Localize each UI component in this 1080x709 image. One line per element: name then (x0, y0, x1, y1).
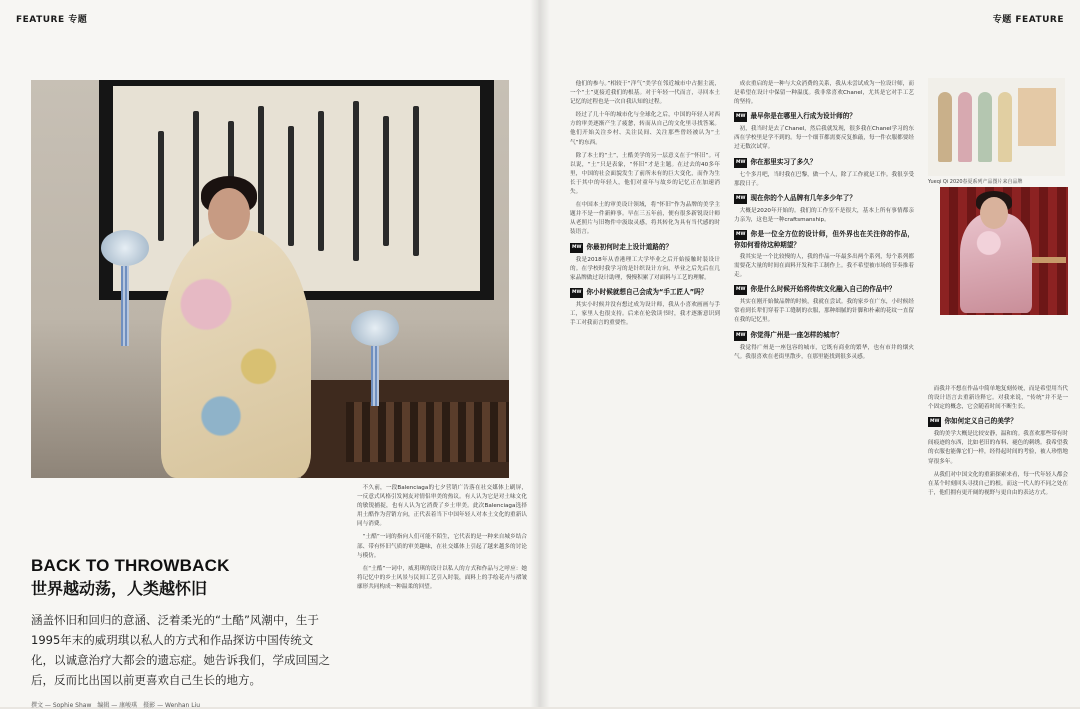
text-column-4 (928, 385, 1068, 702)
interview-answer: 其实在刚开始做品牌的时候，我就在尝试。我的家乡在广东，小时候经常看到长辈们穿着手工缝制的衣服，那种细腻的针脚和朴素的花纹一直留在我的记忆里。 (734, 299, 914, 324)
model-head (208, 188, 250, 240)
text-column-2 (570, 80, 720, 702)
portrait-photo (940, 187, 1068, 315)
modern-weekly-tag-icon: MW (734, 112, 747, 122)
paragraph: 而我并不想在作品中简单地复刻传统，而是希望用当代的设计语言去重新诠释它。对我来说，“传统”并不是一个固定的概念，它会随着时间不断生长。 (928, 386, 1068, 411)
lede-paragraph: 涵盖怀旧和回归的意涵、泛着柔光的“土酷”风潮中，生于1995年末的威玥琪以私人的方式和作品探访中国传统文化，以诚意治疗大都会的遗忘症。她告诉我们，学成回国之后，反而比出国以前更喜欢自己生长的地方。 (31, 613, 330, 687)
modern-weekly-tag-icon: MW (734, 285, 747, 295)
product-photo-collage (928, 78, 1065, 176)
interview-answer: 我其实是一个比较慢的人，我的作品一年最多出两个系列，每个系列都需要花大量的时间在面料开发和手工制作上。我不希望被市场的节奏推着走。 (734, 253, 914, 279)
right-tassel (371, 346, 379, 406)
left-tassel (121, 266, 129, 346)
interview-question: MW 现在你的个人品牌有几年多少年了？ (736, 193, 856, 202)
interview-question: MW 你是什么时候开始将传统文化融入自己的作品中？ (736, 285, 896, 294)
text-column-3 (734, 80, 914, 702)
modern-weekly-tag-icon: MW (734, 230, 747, 240)
paragraph: 成衣重启的是一种与大众消费的关系，我从未尝试成为一位设计师，而是希望在设计中保留一种温度。我非常喜欢Chanel，尤其是它对手工艺的坚持。 (734, 81, 914, 106)
byline-credit: 撰文 — Sophie Shaw 编辑 — 康峻琪 摄影 — Wenhan Liu (31, 702, 201, 709)
paragraph: 他们的参与。”相较于“洋气”美学在邻近城市中占据主流，一个“土”更接近我们的根基。对于年轻一代而言，寻回本土记忆的过程也是一次自我认知的过程。 (570, 81, 720, 106)
model-dress (161, 230, 311, 478)
paragraph: “土酷”一词的指向人们可能不陌生，它代表的是一种来自城乡结合部、带有怀旧气质的审美趣味，在社交媒体上引起了越来越多的讨论与模仿。 (357, 534, 527, 559)
modern-weekly-tag-icon: MW (570, 288, 583, 298)
headline-chinese: 世界越动荡，人类越怀旧 (31, 579, 208, 598)
calligraphy-scroll (113, 86, 480, 291)
page-gutter (530, 0, 550, 707)
paragraph: 除了本土的“土”，土酷美学的另一层意义在于“怀旧”。可以说，“土”只是表象，“怀旧”才是主题。在过去的40多年里，中国的社会面貌发生了前所未有的巨大变化，而作为生长于其中的年轻人，他们对童年与故乡的记忆正在加速消失。 (570, 152, 720, 196)
paragraph: 在中国本土的审美设计领域，将“怀旧”作为品牌的美学主题并不是一件新鲜事。早在三五年前，便有很多新锐设计师从老照片与旧物件中汲取灵感，将其转化为具有当代感的时装语言。 (570, 202, 720, 236)
interview-question: MW 你在那里实习了多久？ (736, 157, 817, 166)
interview-answer: 初，我当时是去了Chanel，然后我就发现，很多我在Chanel学习的东西在学校里是学不到的。每一个细节都需要反复推敲，每一件衣服都要经过无数次试穿。 (734, 126, 914, 151)
modern-weekly-tag-icon: MW (734, 331, 747, 341)
interview-answer: 我觉得广州是一座包容的城市，它既有商业的繁华，也有市井的烟火气。我很喜欢在老街里散步，在那里能找到很多灵感。 (734, 344, 914, 360)
modern-weekly-tag-icon: MW (734, 158, 747, 168)
photo-caption: Yueqi Qi 2020春夏系列产品图片来自品牌 (928, 179, 1023, 185)
interview-answer: 大概是2020年开始的。我们的工作室不是很大，基本上所有事情都亲力亲为，这也是一种craftsmanship。 (734, 207, 914, 223)
interview-question: MW 你觉得广州是一座怎样的城市？ (736, 330, 843, 339)
modern-weekly-tag-icon: MW (570, 243, 583, 253)
paragraph: 在“土酷”一词中，威玥琪的设计以私人的方式和作品与之呼应：她将记忆中的乡土风景与民间工艺引入时装，面料上的手绘花卉与褶皱廓形共同构成一种温柔的回望。 (357, 565, 527, 590)
interview-question: MW 最早你是在哪里入行成为设计师的？ (736, 112, 856, 121)
paragraph: 从我们对中国文化的重新探索来看，每一代年轻人都会在某个时刻回头寻找自己的根。而这一代人的不同之处在于，他们拥有更开阔的视野与更自由的表达方式。 (928, 471, 1068, 496)
modern-weekly-tag-icon: MW (928, 417, 941, 427)
paragraph: 经过了几十年的城市化与全球化之后，中国的年轻人对西方的审美逐渐产生了疲惫，转而从自己的文化里寻找答案。他们开始关注乡村、关注民间、关注那些曾经被认为“土气”的东西。 (570, 112, 720, 146)
right-lantern (351, 310, 399, 346)
running-head-right: 专题 FEATURE (992, 15, 1064, 25)
interview-question: MW 你小时候就想自己会成为“手工匠人”吗？ (572, 287, 708, 296)
running-head-left: FEATURE 专题 (16, 15, 88, 25)
carved-cabinet (346, 402, 509, 462)
hero-photo (31, 80, 509, 478)
interview-question: MW 你如何定义自己的美学？ (930, 417, 1017, 426)
modern-weekly-tag-icon: MW (734, 194, 747, 204)
interview-question: MW 你最初何时走上设计道路的？ (572, 242, 673, 251)
paragraph: 不久前，一段Balenciaga的七夕营销广告落在社交媒体上刷屏，一反意式风格引发网友对情侣审美的热议。有人认为它是对土味文化的敏锐捕捉，也有人认为它消费了乡土审美。此次Balenciaga选择用土酷作为营销方向，正代表着当下中国年轻人对本土文化的重新认同与消费。 (357, 485, 527, 528)
headline-english: BACK TO THROWBACK (31, 556, 230, 575)
text-column-1 (357, 484, 527, 700)
interview-answer: 我是2018年从香港理工大学毕业之后开始接触时装设计的。在学校时我学习的是针织设计方向，毕业之后先后在几家品牌做过设计助理，慢慢积累了对面料与工艺的理解。 (570, 256, 720, 281)
interview-answer: 七个多月吧，当时我在巴黎，做一个人，除了工作就是工作。我很享受那段日子。 (734, 171, 914, 187)
interview-answer: 我的美学大概是比较安静，温和的。我喜欢那些带有时间痕迹的东西，比如老旧的布料、褪色的刺绣。我希望我的衣服也能像它们一样，经得起时间的考验，被人珍惜地穿很多年。 (928, 431, 1068, 465)
left-lantern (101, 230, 149, 266)
interview-answer: 其实小时候并没有想过成为设计师，我从小喜欢画画与手工，家里人也很支持。后来在伦敦读书时，我才逐渐意识到手工对我而言的重要性。 (570, 301, 720, 326)
interview-question: MW 你是一位全方位的设计师，但外界也在关注你的作品，你如何看待这种期望？ (734, 229, 914, 249)
